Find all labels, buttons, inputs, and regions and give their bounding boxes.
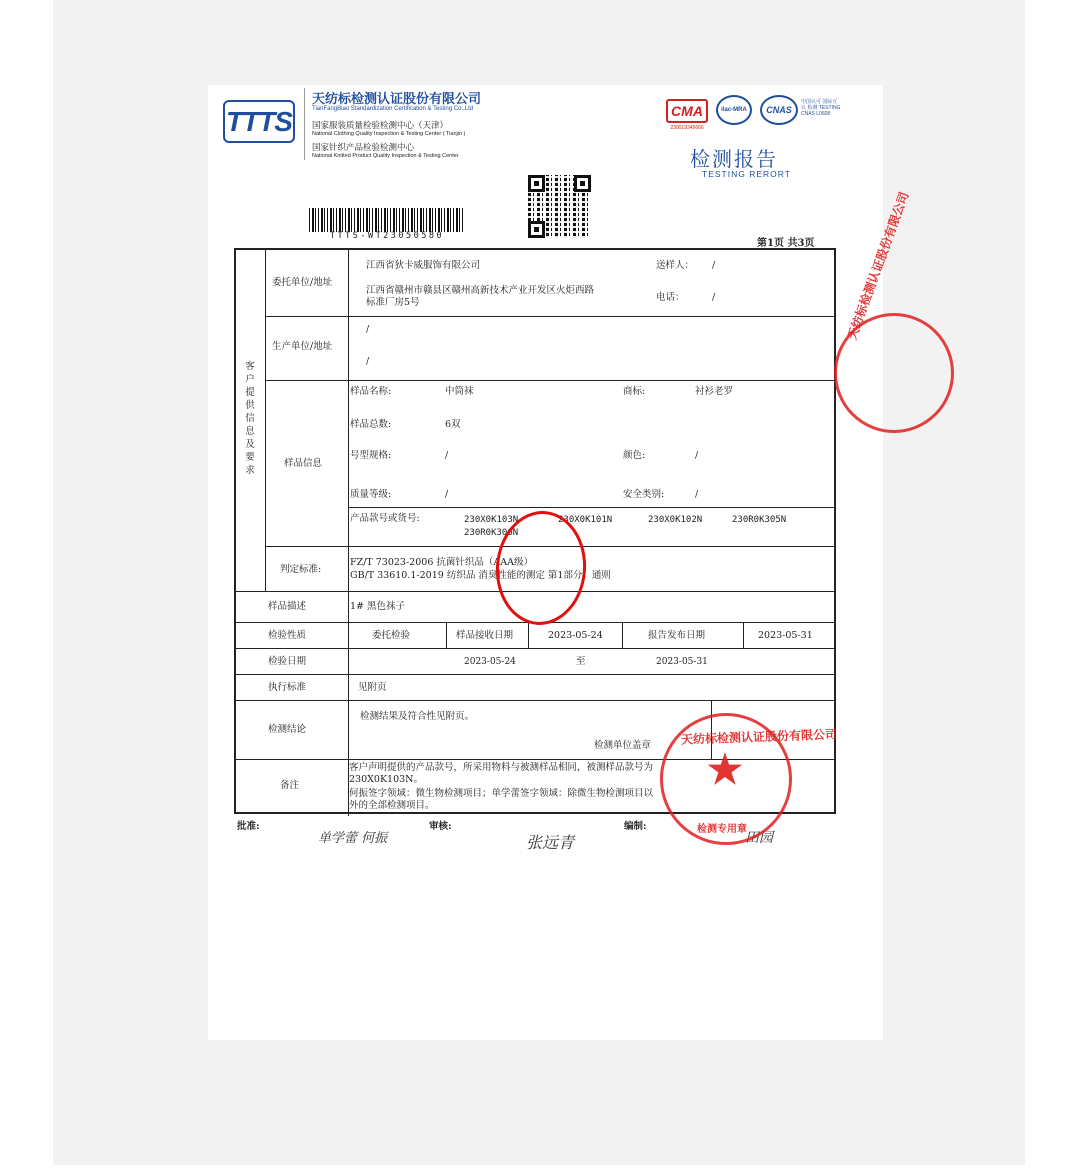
nature-value: 委托检验	[372, 630, 411, 641]
sample-label: 样品信息	[284, 458, 323, 469]
report-page	[208, 85, 912, 1040]
ttts-logo: TTTS	[223, 100, 295, 143]
code-item: 230R0K306N	[464, 528, 519, 538]
center1-name: 国家服装质量检验检测中心（天津）	[312, 121, 449, 131]
standard-line-1: FZ/T 73023-2006 抗菌针织品（AAA级）	[350, 557, 533, 568]
spec-label: 号型规格:	[350, 450, 392, 461]
standard-line-2: GB/T 33610.1-2019 纺织品 消臭性能的测定 第1部分：通则	[350, 570, 611, 581]
center2-name: 国家针织产品检验检测中心	[312, 143, 415, 153]
remarks-line: 何振签字领域：微生物检测项目；单学蕾签字领域：除微生物检测项目以	[349, 788, 654, 799]
receive-date-label: 样品接收日期	[456, 630, 514, 641]
producer-value-2: /	[366, 356, 370, 367]
company-name-en: TianFangBiao Standardization Certification & Testing Co.,Ltd	[312, 106, 474, 112]
sender-value: /	[712, 260, 716, 271]
desc-value: 1# 黑色袜子	[350, 601, 406, 612]
brand-value: 衬衫老罗	[695, 386, 734, 397]
color-label: 颜色:	[623, 450, 646, 461]
approve-label: 批准:	[237, 821, 260, 832]
phone-label: 电话：	[656, 292, 685, 303]
sender-label: 送样人：	[656, 260, 695, 271]
sample-name-label: 样品名称:	[350, 386, 392, 397]
standard-label: 判定标准:	[280, 564, 322, 575]
test-date-to: 2023-05-31	[656, 657, 708, 667]
qty-value: 6双	[445, 419, 461, 430]
safety-value: /	[695, 489, 699, 500]
remarks-label: 备注	[280, 780, 300, 791]
approve-signature: 单学蕾 何振	[318, 831, 388, 846]
cma-logo: CMA	[666, 99, 708, 123]
report-subtitle: TESTING RERORT	[702, 169, 791, 179]
review-label: 审核:	[429, 821, 452, 832]
qty-label: 样品总数:	[350, 419, 392, 430]
report-title: 检测报告	[690, 147, 778, 171]
nature-label: 检验性质	[268, 630, 307, 641]
compile-label: 编制:	[624, 821, 647, 832]
company-name: 天纺标检测认证股份有限公司	[312, 92, 482, 107]
issue-date-label: 报告发布日期	[648, 630, 706, 641]
safety-label: 安全类别:	[623, 489, 665, 500]
client-section-label: 客户提供信息及要求	[245, 361, 255, 476]
client-address-2: 标准厂房5号	[366, 297, 420, 308]
remarks-line: 客户声明提供的产品款号，所采用物料与被测样品相同，被测样品款号为	[349, 762, 654, 773]
desc-label: 样品描述	[268, 601, 307, 612]
star-icon: ★	[707, 746, 743, 793]
review-signature: 张远青	[526, 833, 575, 852]
qr-code	[528, 175, 591, 238]
header-divider	[304, 88, 305, 160]
test-date-from: 2023-05-24	[464, 657, 516, 667]
brand-label: 商标:	[623, 386, 646, 397]
color-value: /	[695, 450, 699, 461]
partial-seal: 天纺标检测认证股份有限公司	[834, 313, 954, 433]
test-date-to-word: 至	[576, 656, 586, 667]
conclusion-label: 检测结论	[268, 724, 307, 735]
cnas-logo: CNAS	[760, 95, 798, 125]
company-seal: 天纺标检测认证股份有限公司 ★ 检测专用章	[660, 713, 792, 845]
test-date-label: 检验日期	[268, 656, 307, 667]
code-item: 230R0K305N	[732, 515, 787, 525]
page-number: 第1页 共3页	[757, 238, 815, 249]
center2-name-en: National Knitted Product Quality Inspection & Testing Center	[312, 153, 459, 159]
grade-value: /	[445, 489, 449, 500]
client-label: 委托单位/地址	[272, 277, 333, 288]
sample-name-value: 中筒袜	[445, 386, 474, 397]
barcode-number: TTTS-WT23050580	[329, 231, 445, 241]
remarks-line: 230X0K103N。	[349, 774, 423, 785]
client-address-1: 江西省赣州市赣县区赣州高新技术产业开发区火炬西路	[366, 285, 595, 296]
conclusion-value: 检测结果及符合性见附页。	[360, 711, 475, 722]
center1-name-en: National Clothing Quality Inspection & Testing Center ( Tianjin )	[312, 131, 466, 137]
exec-value: 见附页	[358, 682, 387, 693]
cma-number: 230019349666	[670, 125, 704, 131]
producer-value-1: /	[366, 324, 370, 335]
spec-value: /	[445, 450, 449, 461]
compile-signature: 田园	[745, 830, 773, 846]
barcode	[309, 208, 464, 232]
receive-date-value: 2023-05-24	[548, 630, 603, 641]
remarks-line: 外的全部检测项目。	[349, 800, 435, 811]
ilac-mra-logo: ilac-MRA	[716, 95, 752, 125]
code-item: 230X0K103N	[464, 515, 519, 525]
exec-label: 执行标准	[268, 682, 307, 693]
phone-value: /	[712, 292, 716, 303]
cnas-note: 中国认可 国际互认 检测 TESTING CNAS L0608	[801, 99, 841, 117]
issue-date-value: 2023-05-31	[758, 630, 813, 641]
client-name: 江西省狄卡威服饰有限公司	[366, 260, 481, 271]
seal-note: 检测单位盖章	[594, 740, 652, 751]
producer-label: 生产单位/地址	[272, 341, 333, 352]
code-item: 230X0K101N	[558, 515, 613, 525]
code-item: 230X0K102N	[648, 515, 703, 525]
code-label: 产品款号或货号:	[350, 513, 420, 524]
grade-label: 质量等级:	[350, 489, 392, 500]
